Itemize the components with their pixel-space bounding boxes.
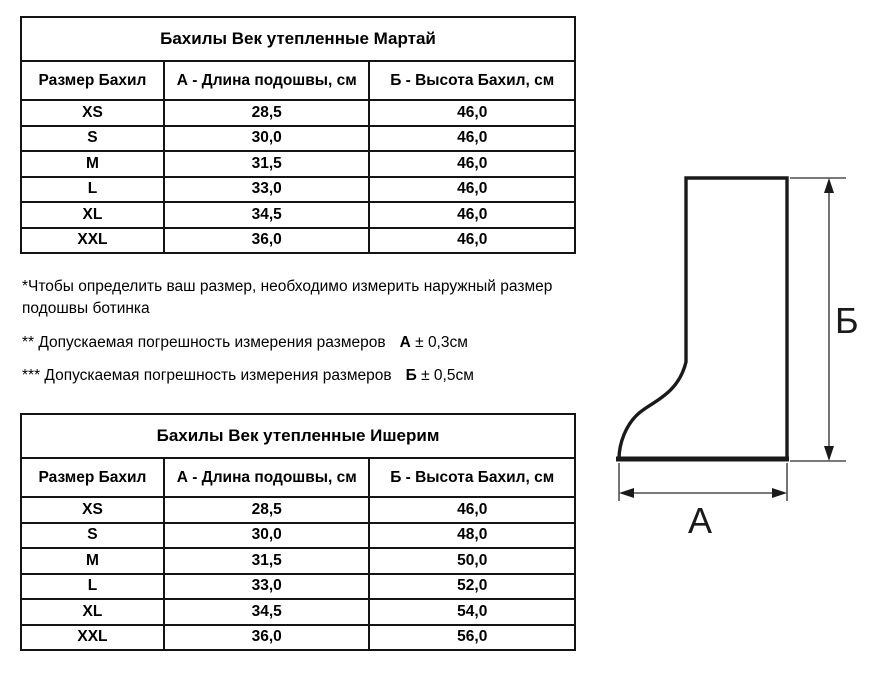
table-row <box>21 599 575 625</box>
table-row <box>21 574 575 600</box>
table-cell: 33,0 <box>164 574 370 600</box>
table-cell: 48,0 <box>369 523 575 549</box>
column-header-size: Размер Бахил <box>21 458 164 497</box>
column-header-height: Б - Высота Бахил, см <box>369 61 575 100</box>
table-cell: XS <box>21 100 164 126</box>
tolerance-note-b-value: ± 0,5см <box>421 367 474 384</box>
table-cell: S <box>21 126 164 152</box>
table-row <box>21 228 575 254</box>
table-cell: 33,0 <box>164 177 370 203</box>
table-cell: 31,5 <box>164 151 370 177</box>
isherim-table-body <box>21 497 575 650</box>
arrow-left-icon <box>619 488 634 498</box>
table-cell: 46,0 <box>369 100 575 126</box>
table-cell: 46,0 <box>369 228 575 254</box>
table-row <box>21 126 575 152</box>
table-row <box>21 202 575 228</box>
table-cell: 30,0 <box>164 126 370 152</box>
table-cell: 46,0 <box>369 177 575 203</box>
table-cell: 46,0 <box>369 151 575 177</box>
table-cell: S <box>21 523 164 549</box>
column-header-row <box>21 458 575 497</box>
table-cell: XL <box>21 599 164 625</box>
table-title: Бахилы Век утепленные Ишерим <box>21 414 575 458</box>
table-cell: 34,5 <box>164 202 370 228</box>
table-cell: L <box>21 177 164 203</box>
table-cell: M <box>21 548 164 574</box>
tolerance-note-b-text: *** Допускаемая погрешность измерения размеров <box>22 367 392 384</box>
tolerance-note-a <box>22 332 584 354</box>
isherim-table <box>20 413 576 651</box>
boot-outline <box>619 178 787 459</box>
martai-table-body <box>21 100 575 253</box>
column-header-size: Размер Бахил <box>21 61 164 100</box>
table-cell: 56,0 <box>369 625 575 651</box>
table-cell: 36,0 <box>164 625 370 651</box>
column-header-sole-length: А - Длина подошвы, см <box>164 458 370 497</box>
table-cell: 46,0 <box>369 202 575 228</box>
size-table-martai <box>20 16 576 254</box>
boot-measurement-diagram <box>598 158 870 548</box>
table-row <box>21 177 575 203</box>
table-row <box>21 548 575 574</box>
table-row <box>21 151 575 177</box>
table-cell: 50,0 <box>369 548 575 574</box>
table-cell: XS <box>21 497 164 523</box>
table-cell: 34,5 <box>164 599 370 625</box>
footnotes <box>22 276 584 398</box>
table-row <box>21 625 575 651</box>
column-header-height: Б - Высота Бахил, см <box>369 458 575 497</box>
table-cell: 46,0 <box>369 497 575 523</box>
table-cell: 30,0 <box>164 523 370 549</box>
sole-dimension <box>619 463 787 501</box>
table-cell: L <box>21 574 164 600</box>
table-cell: 28,5 <box>164 100 370 126</box>
tolerance-note-a-dim: А <box>399 334 411 351</box>
sole-dimension-label: А <box>687 500 713 541</box>
table-cell: M <box>21 151 164 177</box>
table-cell: 28,5 <box>164 497 370 523</box>
column-header-sole-length: А - Длина подошвы, см <box>164 61 370 100</box>
table-row <box>21 100 575 126</box>
table-cell: 36,0 <box>164 228 370 254</box>
table-row <box>21 497 575 523</box>
arrow-down-icon <box>824 446 834 461</box>
table-row <box>21 523 575 549</box>
table-cell: XXL <box>21 228 164 254</box>
tolerance-note-b <box>22 365 584 387</box>
table-cell: 54,0 <box>369 599 575 625</box>
measure-instruction-note: *Чтобы определить ваш размер, необходимо измерить наружный размер подошвы ботинка <box>22 278 553 317</box>
arrow-up-icon <box>824 178 834 193</box>
table-cell: 31,5 <box>164 548 370 574</box>
size-table-isherim <box>20 413 576 651</box>
table-title-row <box>21 414 575 458</box>
tolerance-note-a-text: ** Допускаемая погрешность измерения размеров <box>22 334 386 351</box>
tolerance-note-b-dim: Б <box>405 367 417 384</box>
table-cell: 52,0 <box>369 574 575 600</box>
arrow-right-icon <box>772 488 787 498</box>
table-cell: XXL <box>21 625 164 651</box>
table-title: Бахилы Век утепленные Мартай <box>21 17 575 61</box>
table-cell: XL <box>21 202 164 228</box>
column-header-row <box>21 61 575 100</box>
tolerance-note-a-value: ± 0,3см <box>415 334 468 351</box>
height-dimension-label: Б <box>835 300 859 341</box>
martai-table <box>20 16 576 254</box>
table-cell: 46,0 <box>369 126 575 152</box>
table-title-row <box>21 17 575 61</box>
